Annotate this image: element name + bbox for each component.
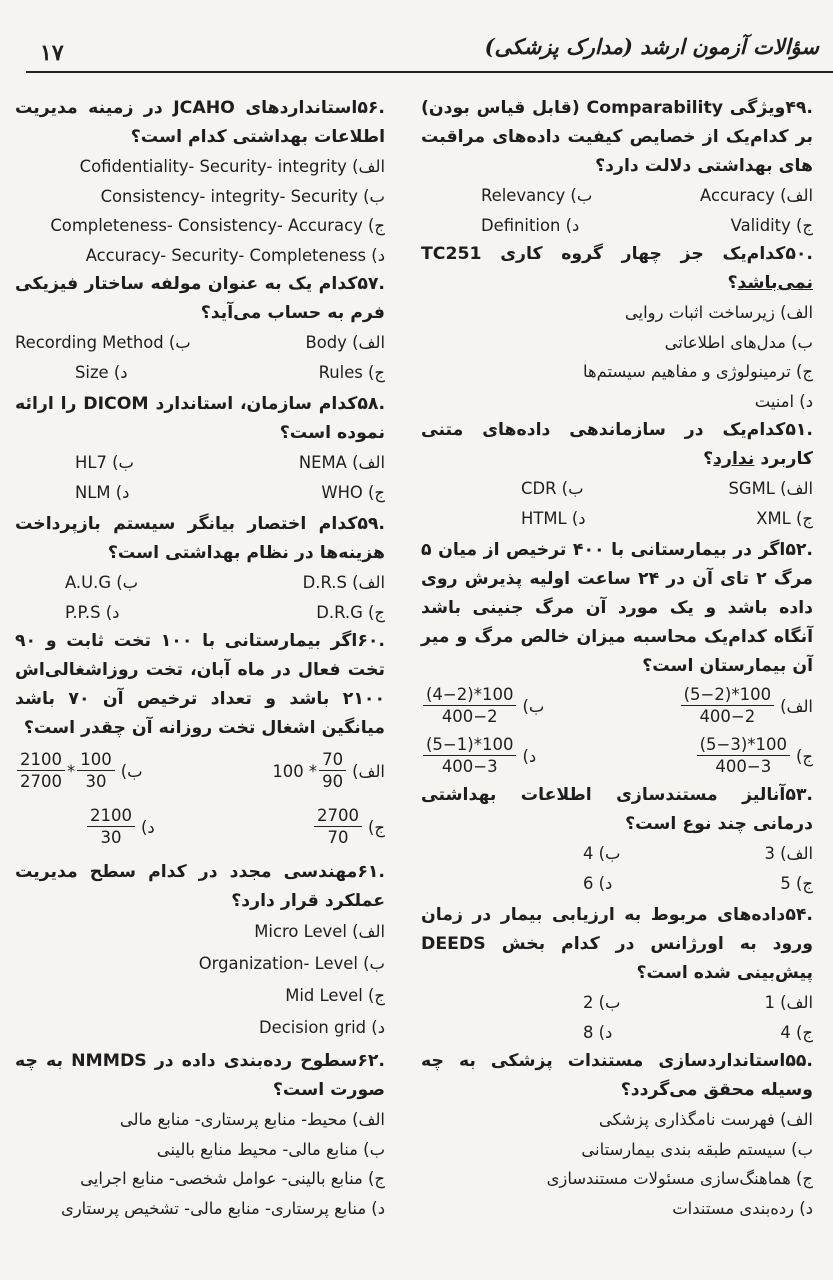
q53-option-b[interactable]: ب) 4 <box>583 844 621 863</box>
q58-option-c[interactable]: ج) WHO <box>321 482 385 502</box>
q57-option-a[interactable]: الف) Body <box>305 333 385 352</box>
q60-option-b[interactable] <box>15 749 143 793</box>
q52-option-a[interactable] <box>679 684 813 728</box>
q61-option-c[interactable]: ج) Mid Level <box>285 986 385 1005</box>
q50-option-a[interactable]: الف) زیرساخت اثبات روایی <box>624 303 813 322</box>
q57-option-c[interactable]: ج) Rules <box>318 362 385 382</box>
q52-option-c-numerator: (5−3)*100 <box>697 734 790 756</box>
question-59: .۵۹کدام اختصار بیانگر سیستم بازپرداخت هزینه‌ها در نظام بهداشتی است؟ <box>15 514 385 563</box>
q62-option-d[interactable]: د) منابع پرستاری- منابع مالی- تشخیص پرستاری <box>60 1198 385 1218</box>
q60-option-c-numerator: 2700 <box>314 805 362 827</box>
q52-option-b-denominator: 400−2 <box>441 707 498 726</box>
q53-options-row-2 <box>583 869 813 899</box>
q52-options-row-2 <box>421 731 813 781</box>
q60-option-d-denominator: 30 <box>100 828 122 847</box>
q62-option-c[interactable]: ج) منابع بالینی- عوامل شخصی- منابع اجرایی <box>80 1169 385 1188</box>
q52-option-d-fraction <box>423 734 516 778</box>
q52-options-row-1 <box>421 681 813 731</box>
q55-option-b[interactable]: ب) سیستم طبقه بندی بیمارستانی <box>581 1139 813 1159</box>
q49-option-a[interactable]: الف) Accuracy <box>700 186 813 205</box>
q55-option-c[interactable]: ج) هماهنگ‌سازی مسئولات مستندسازی <box>546 1169 813 1188</box>
q51-text-start: .۵۱کدام‌یک در سازماندهی داده‌های متنی کاربرد <box>421 420 813 469</box>
q59-option-c[interactable]: ج) D.R.G <box>316 602 385 622</box>
q49-options-row-1 <box>421 181 813 211</box>
right-column <box>421 94 813 1223</box>
q60-option-a-numerator: 70 <box>319 749 346 771</box>
q60-options-row-1 <box>15 743 385 799</box>
q60-option-d-fraction <box>87 805 135 849</box>
q51-options-row-1 <box>421 474 813 504</box>
q60-option-b-label: ب) <box>120 761 143 781</box>
q60-option-b-numerator-1: 2100 <box>17 749 65 771</box>
q52-option-d-numerator: (5−1)*100 <box>423 734 516 756</box>
question-51 <box>421 416 813 474</box>
q56-option-d[interactable]: د) Accuracy- Security- Completeness <box>85 245 385 265</box>
q58-option-d[interactable]: د) NLM <box>75 482 130 502</box>
q62-option-a[interactable]: الف) محیط- منابع پرستاری- منابع مالی <box>119 1110 385 1129</box>
q50-option-d[interactable]: د) امنیت <box>754 391 813 411</box>
q52-option-a-fraction <box>681 684 774 728</box>
q55-option-d[interactable]: د) رده‌بندی مستندات <box>672 1198 813 1218</box>
q51-option-c[interactable]: ج) XML <box>756 508 813 528</box>
q52-option-d-label: د) <box>522 746 537 766</box>
q60-option-a-label: الف) <box>352 761 385 781</box>
q52-option-b[interactable] <box>421 684 544 728</box>
question-50 <box>421 240 813 298</box>
q55-option-a[interactable]: الف) فهرست نامگذاری پزشکی <box>598 1110 813 1129</box>
q52-option-a-denominator: 400−2 <box>699 707 756 726</box>
q51-options-row-2 <box>421 504 813 534</box>
header-divider <box>26 71 833 73</box>
q51-option-d[interactable]: د) HTML <box>521 508 586 528</box>
q50-option-c[interactable]: ج) ترمینولوژی و مفاهیم سیستم‌ها <box>582 362 813 381</box>
q59-option-a[interactable]: الف) D.R.S <box>302 573 385 592</box>
question-56: .۵۶استانداردهای JCAHO در زمینه مدیریت اطلاعات بهداشتی کدام است؟ <box>15 98 385 147</box>
q59-options-row-2 <box>15 598 385 628</box>
q52-option-a-numerator: (5−2)*100 <box>681 684 774 706</box>
q60-option-a[interactable] <box>272 749 385 793</box>
question-54: .۵۴داده‌های مربوط به ارزیابی بیمار در زمان ورود به اورژانس در کدام بخش DEEDS پیش‌بینی شده است؟ <box>421 905 813 983</box>
q52-option-c[interactable] <box>695 734 813 778</box>
q49-options-row-2 <box>421 211 813 241</box>
q53-option-a[interactable]: الف) 3 <box>764 844 813 863</box>
q60-option-a-fraction <box>319 749 346 793</box>
question-53: .۵۳آنالیز مستندسازی اطلاعات بهداشتی درمانی چند نوع است؟ <box>421 785 813 834</box>
q54-options-row-1 <box>583 988 813 1018</box>
question-52: .۵۲اگر در بیمارستانی با ۴۰۰ ترخیص از میان ۵ مرگ ۲ تای آن در ۲۴ ساعت اولیه پذیرش روی داده باشد و یک مورد آن مرگ جنینی باشد آنگاه کدام‌یک محاسبه میزان خالص مرگ و میر آن بیمارستان است؟ <box>421 540 813 676</box>
q52-option-b-fraction <box>423 684 516 728</box>
q54-option-d[interactable]: د) 8 <box>583 1022 613 1042</box>
q60-option-c-denominator: 70 <box>327 828 349 847</box>
q52-option-b-label: ب) <box>522 696 545 716</box>
question-61: .۶۱مهندسی مجدد در کدام سطح مدیریت عملکرد قرار دارد؟ <box>15 862 385 911</box>
header-title: سؤالات آزمون ارشد (مدارک پزشکی) <box>484 34 819 59</box>
q51-text-underlined: ندارد <box>713 449 755 469</box>
q60-option-b-denominator-1: 2700 <box>20 772 62 791</box>
q51-option-a[interactable]: الف) SGML <box>728 479 813 498</box>
q53-option-c[interactable]: ج) 5 <box>780 873 813 893</box>
q58-option-a[interactable]: الف) NEMA <box>298 453 385 472</box>
q57-options-row-2 <box>15 358 385 388</box>
question-49: .۴۹ویژگی Comparability (قابل قیاس بودن) بر کدام‌یک از خصایص کیفیت داده‌های مراقبت های بهداشتی دلالت دارد؟ <box>421 98 813 176</box>
q60-option-c-label: ج) <box>368 817 385 837</box>
q51-option-b[interactable]: ب) CDR <box>521 479 584 498</box>
q53-option-d[interactable]: د) 6 <box>583 873 613 893</box>
q60-option-c[interactable] <box>312 805 385 849</box>
q52-option-d[interactable] <box>421 734 536 778</box>
q49-option-c[interactable]: ج) Validity <box>730 215 813 235</box>
q58-options-row-2 <box>15 478 385 508</box>
question-60: .۶۰اگر بیمارستانی با ۱۰۰ تخت ثابت و ۹۰ تخت فعال در ماه آبان، تخت روزاشغالی‌اش ۲۱۰۰ باشد و تعداد ترخیص آن ۷۰ باشد میانگین اشغال تخت روزانه آن چقدر است؟ <box>15 631 385 738</box>
q60-option-b-denominator-2: 30 <box>85 772 107 791</box>
q54-option-c[interactable]: ج) 4 <box>780 1022 813 1042</box>
q52-option-a-label: الف) <box>780 696 813 716</box>
question-58: .۵۸کدام سازمان، استاندارد DICOM را ارائه نموده است؟ <box>15 394 386 443</box>
question-57: .۵۷کدام یک به عنوان مولفه ساختار فیزیکی فرم به حساب می‌آید؟ <box>15 274 385 323</box>
q54-option-b[interactable]: ب) 2 <box>583 993 621 1012</box>
q60-option-a-prefix: 100 * <box>272 761 318 781</box>
q60-option-c-fraction <box>314 805 362 849</box>
q60-option-b-fraction-1 <box>17 749 65 793</box>
question-55: .۵۵استانداردسازی مستندات پزشکی به چه وسیله محقق می‌گردد؟ <box>421 1051 813 1100</box>
q60-option-d-label: د) <box>141 817 155 837</box>
q52-option-c-fraction <box>697 734 790 778</box>
q57-option-d[interactable]: د) Size <box>75 362 128 382</box>
q49-option-d[interactable]: د) Definition <box>481 215 580 235</box>
q50-text-start: .۵۰کدام‌یک جز چهار گروه کاری TC251 <box>421 244 813 264</box>
q57-option-b[interactable]: ب) Recording Method <box>15 333 191 352</box>
q58-option-b[interactable]: ب) HL7 <box>75 453 134 472</box>
q56-option-b[interactable]: ب) Consistency- integrity- Security <box>100 186 385 206</box>
q56-option-c[interactable]: ج) Completeness- Consistency- Accuracy <box>50 216 385 235</box>
q52-option-c-label: ج) <box>796 746 813 766</box>
q50-option-b[interactable]: ب) مدل‌های اطلاعاتی <box>664 332 813 352</box>
q60-option-b-operator: * <box>67 761 76 781</box>
q60-option-d-numerator: 2100 <box>87 805 135 827</box>
q61-option-d[interactable]: د) Decision grid <box>259 1018 385 1037</box>
q60-option-d[interactable] <box>85 805 155 849</box>
q50-text-underlined: نمی‌باشد <box>737 273 813 293</box>
q52-option-b-numerator: (4−2)*100 <box>423 684 516 706</box>
q50-text-end: ؟ <box>727 273 738 293</box>
q62-option-b[interactable]: ب) منابع مالی- محیط منابع بالینی <box>156 1139 385 1159</box>
q52-option-c-denominator: 400−3 <box>715 757 772 776</box>
q51-text-end: ؟ <box>703 449 714 469</box>
q60-options-row-2 <box>15 799 385 855</box>
q54-options-row-2 <box>583 1018 813 1048</box>
question-62: .۶۲سطوح رده‌بندی داده در NMMDS به چه صورت است؟ <box>15 1051 385 1100</box>
q60-option-a-denominator: 90 <box>322 772 344 791</box>
q61-option-b[interactable]: ب) Organization- Level <box>198 954 385 973</box>
q59-option-d[interactable]: د) P.P.S <box>65 602 120 622</box>
q56-option-a[interactable]: الف) Cofidentiality- Security- integrity <box>79 157 385 176</box>
q52-option-d-denominator: 400−3 <box>441 757 498 776</box>
page-number: ۱۷ <box>40 40 64 66</box>
q53-options-row-1 <box>583 839 813 869</box>
q59-options-row-1 <box>15 568 385 598</box>
q54-option-a[interactable]: الف) 1 <box>764 993 813 1012</box>
q59-option-b[interactable]: ب) A.U.G <box>65 573 139 592</box>
left-column <box>15 94 385 1223</box>
q61-option-a[interactable]: الف) Micro Level <box>254 922 385 941</box>
q58-options-row-1 <box>15 448 385 478</box>
q57-options-row-1 <box>15 328 385 358</box>
q60-option-b-numerator-2: 100 <box>77 749 115 771</box>
q60-option-b-fraction-2 <box>77 749 115 793</box>
q49-option-b[interactable]: ب) Relevancy <box>481 186 593 205</box>
